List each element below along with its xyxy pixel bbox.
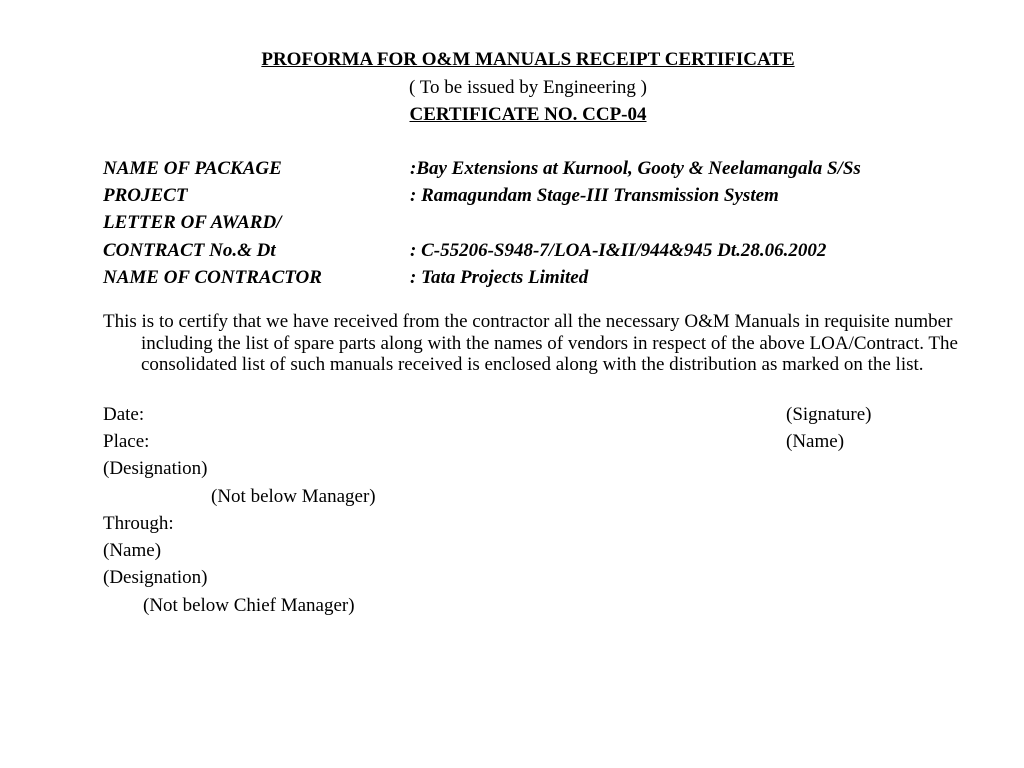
certificate-number: CERTIFICATE NO. CCP-04	[409, 104, 647, 125]
place-label: Place:	[103, 431, 150, 452]
not-below-chief-manager-note: (Not below Chief Manager)	[143, 595, 355, 616]
field-value-contractor: : Tata Projects Limited	[410, 267, 589, 288]
date-label: Date:	[103, 404, 145, 425]
page-title: PROFORMA FOR O&M MANUALS RECEIPT CERTIFICATE	[261, 49, 795, 70]
name-label: (Name)	[786, 431, 845, 452]
field-value-contract: : C-55206-S948-7/LOA-I&II/944&945 Dt.28.06.2002	[410, 240, 827, 261]
field-label-project: PROJECT	[103, 185, 188, 206]
page-subtitle: ( To be issued by Engineering )	[409, 77, 647, 98]
certification-paragraph: This is to certify that we have received from the contractor all the necessary O&M Manuals in requisite number including the list of spare parts along with the names of vendors in respect of the above LOA/Contract. The consolidated list of such manuals received is enclosed along with the distribution as marked on the list.	[103, 311, 958, 375]
field-label-package: NAME OF PACKAGE	[103, 158, 282, 179]
field-value-package: :Bay Extensions at Kurnool, Gooty & Neelamangala S/Ss	[410, 158, 861, 179]
field-label-letter-of-award: LETTER OF AWARD/	[103, 212, 282, 233]
signature-label: (Signature)	[786, 404, 872, 425]
not-below-manager-note: (Not below Manager)	[211, 486, 376, 507]
through-designation-label: (Designation)	[103, 567, 208, 588]
through-name-label: (Name)	[103, 540, 162, 561]
through-label: Through:	[103, 513, 174, 534]
field-value-project: : Ramagundam Stage-III Transmission System	[410, 185, 779, 206]
field-label-contractor: NAME OF CONTRACTOR	[103, 267, 322, 288]
field-label-contract: CONTRACT No.& Dt	[103, 240, 276, 261]
designation-label: (Designation)	[103, 458, 208, 479]
